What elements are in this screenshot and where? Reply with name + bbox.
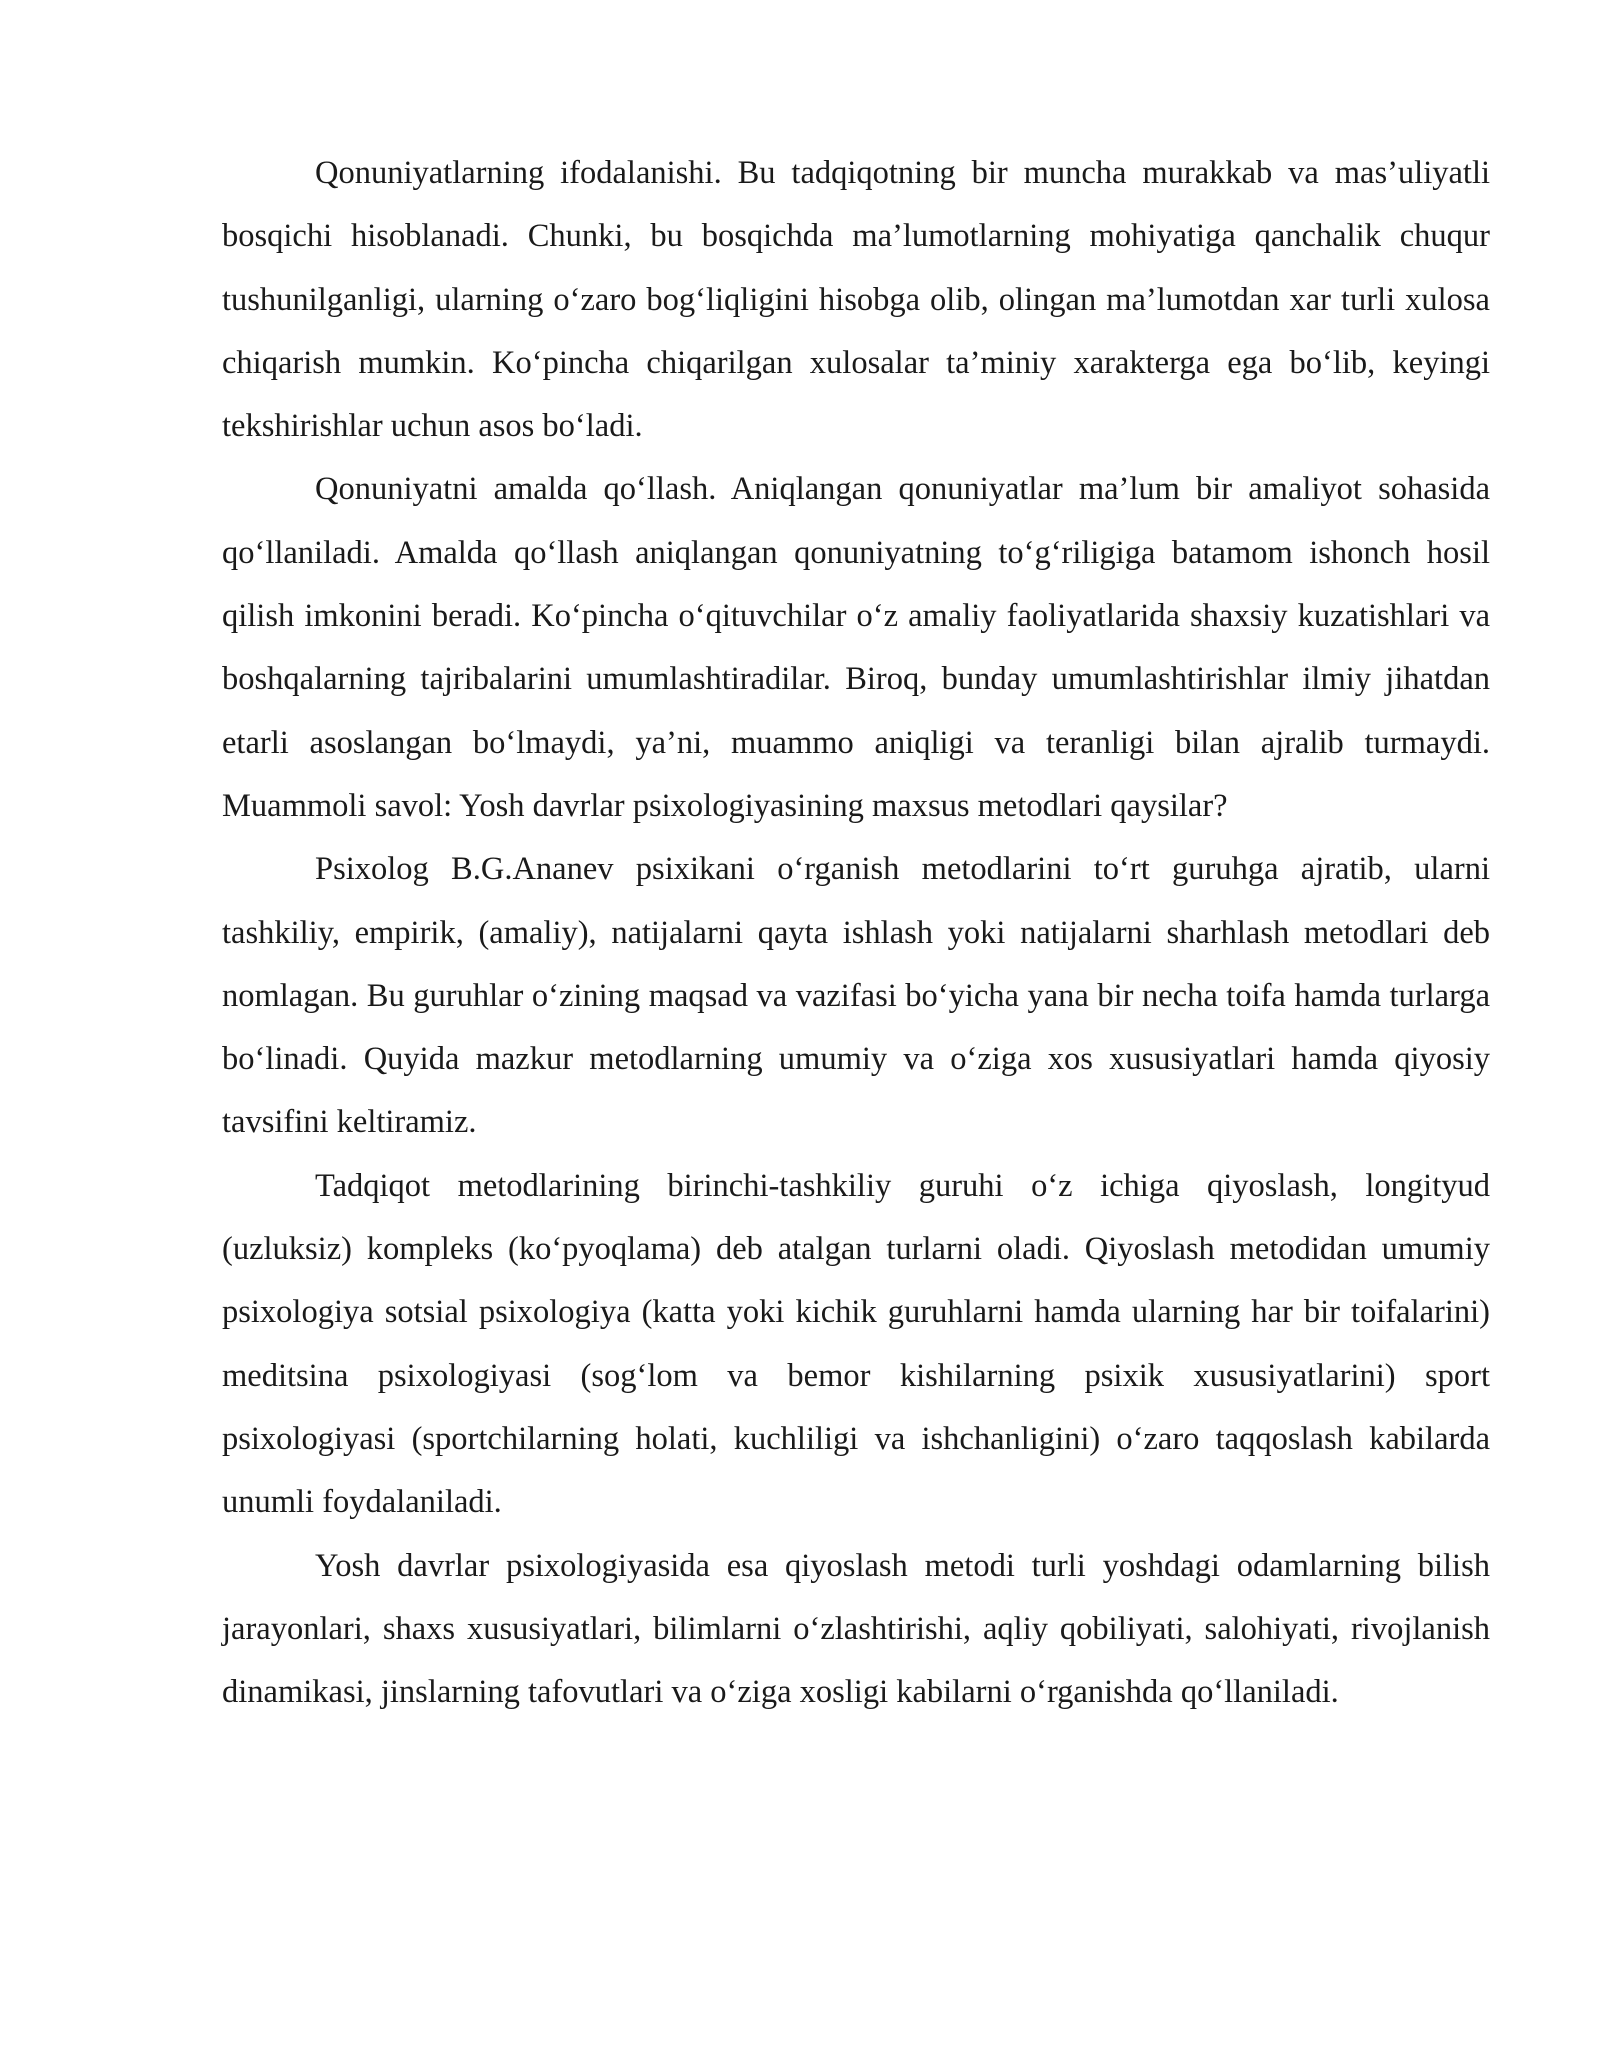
paragraph-regularities-expression: Qonuniyatlarning ifodalanishi. Bu tadqiqotning bir muncha murakkab va mas’uliyatli bosqichi hisoblanadi. Chunki, bu bosqichda ma’lumotlarning mohiyatiga qanchalik chuqur tushunilganligi, ularning o‘zaro bog‘liqligini hisobga olib, olingan ma’lumotdan xar turli xulosa chiqarish mumkin. Ko‘pincha chiqarilgan xulosalar ta’miniy xarakterga ega bo‘lib, keyingi tekshirishlar uchun asos bo‘ladi.: [222, 155, 1490, 445]
document-page: [222, 142, 1490, 1724]
paragraph-ananev-methods: Psixolog B.G.Ananev psixikani o‘rganish metodlarini to‘rt guruhga ajratib, ularni tashkiliy, empirik, (amaliy), natijalarni qayta ishlash yoki natijalarni sharhlash metodlari deb nomlagan. Bu guruhlar o‘zining maqsad va vazifasi bo‘yicha yana bir necha toifa hamda turlarga bo‘linadi. Quyida mazkur metodlarning umumiy va o‘ziga xos xususiyatlari hamda qiyosiy tavsifini keltiramiz.: [222, 851, 1490, 1141]
paragraph-applying-regularities: Qonuniyatni amalda qo‘llash. Aniqlangan qonuniyatlar ma’lum bir amaliyot sohasida qo‘llaniladi. Amalda qo‘llash aniqlangan qonuniyatning to‘g‘riligiga batamom ishonch hosil qilish imkonini beradi. Ko‘pincha o‘qituvchilar o‘z amaliy faoliyatlarida shaxsiy kuzatishlari va boshqalarning tajribalarini umumlashtiradilar. Biroq, bunday umumlashtirishlar ilmiy jihatdan etarli asoslangan bo‘lmaydi, ya’ni, muammo aniqligi va teranligi bilan ajralib turmaydi. Muammoli savol: Yosh davrlar psixologiyasining maxsus metodlari qaysilar?: [222, 471, 1490, 824]
paragraph-age-psychology-comparison: Yosh davrlar psixologiyasida esa qiyoslash metodi turli yoshdagi odamlarning bilish jarayonlari, shaxs xususiyatlari, bilimlarni o‘zlashtirishi, aqliy qobiliyati, salohiyati, rivojlanish dinamikasi, jinslarning tafovutlari va o‘ziga xosligi kabilarni o‘rganishda qo‘llaniladi.: [222, 1547, 1490, 1711]
paragraph-organizational-group: Tadqiqot metodlarining birinchi-tashkiliy guruhi o‘z ichiga qiyoslash, longityud (uzluksiz) kompleks (ko‘pyoqlama) deb atalgan turlarni oladi. Qiyoslash metodidan umumiy psixologiya sotsial psixologiya (katta yoki kichik guruhlarni hamda ularning har bir toifalarini) meditsina psixologiyasi (sog‘lom va bemor kishilarning psixik xususiyatlarini) sport psixologiyasi (sportchilarning holati, kuchliligi va ishchanligini) o‘zaro taqqoslash kabilarda unumli foydalaniladi.: [222, 1167, 1490, 1521]
